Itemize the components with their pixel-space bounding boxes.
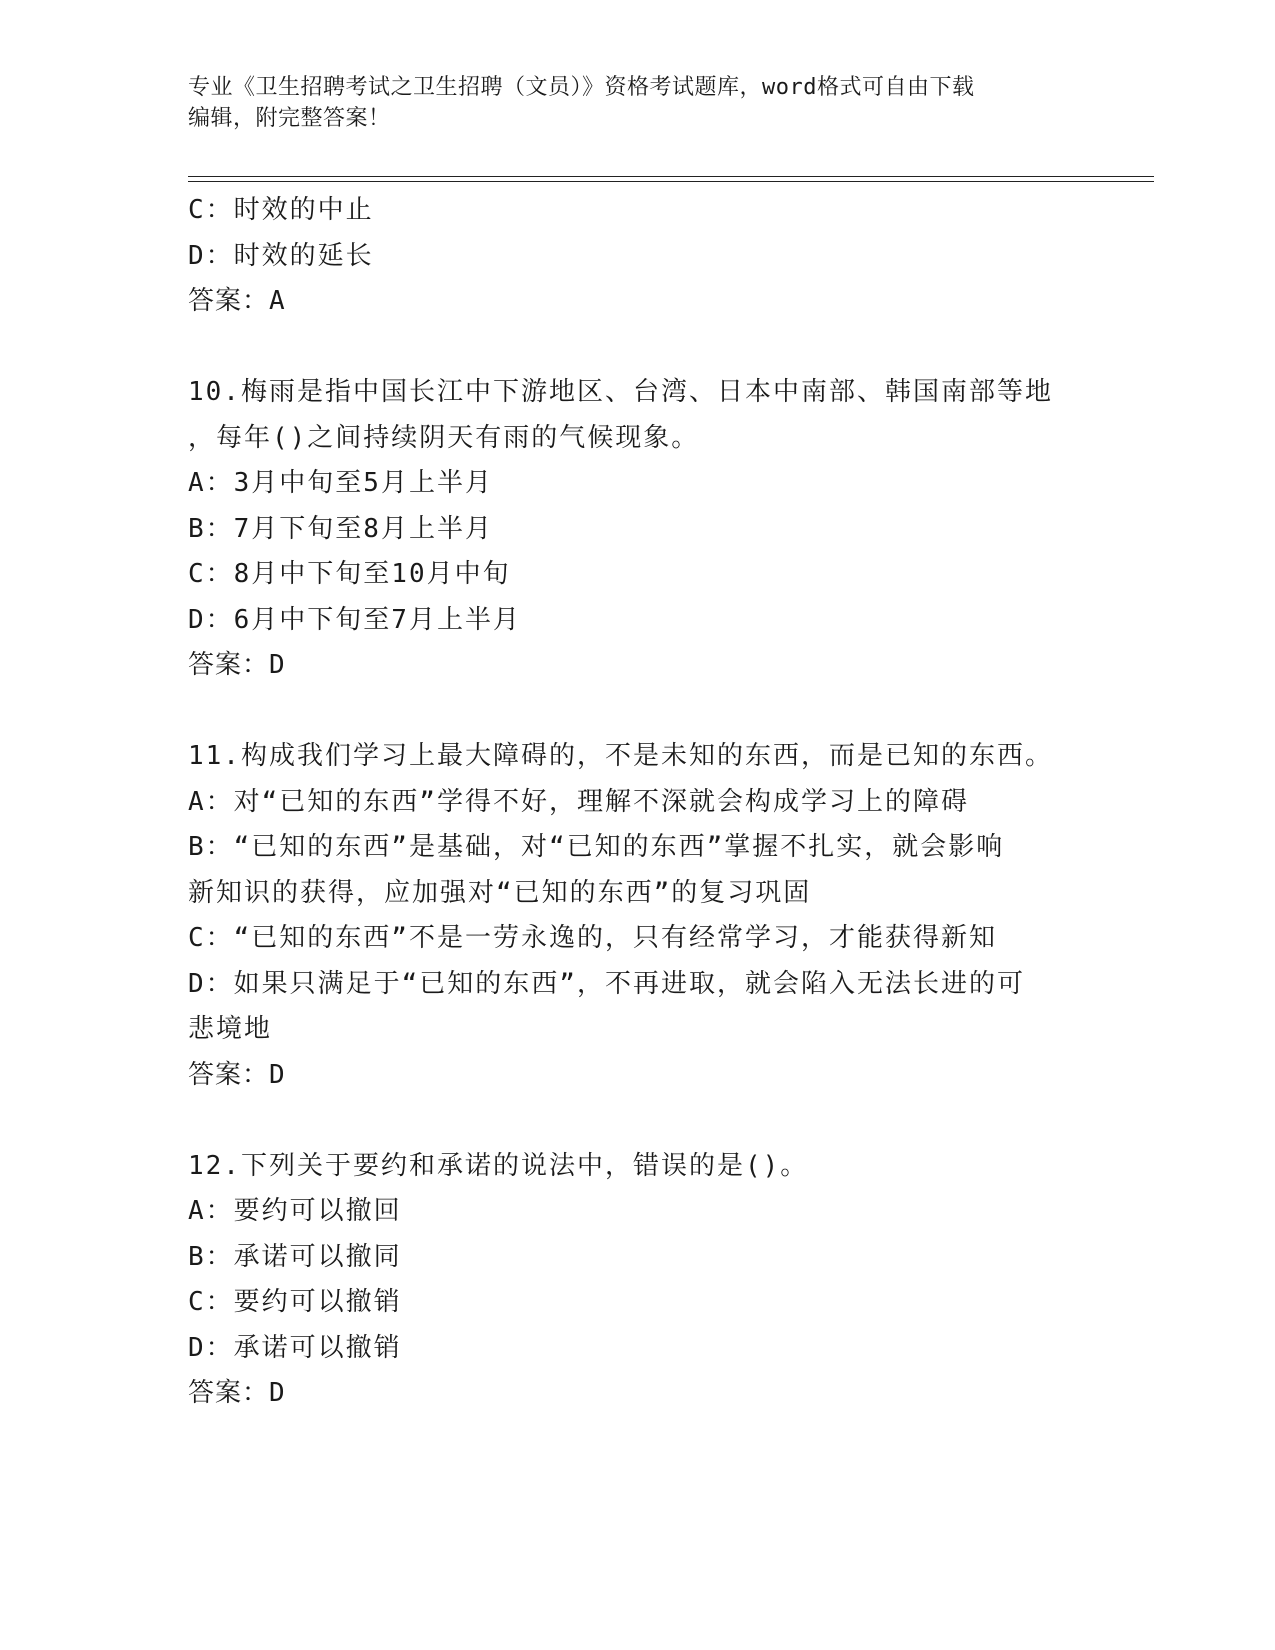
header-divider-bottom	[188, 181, 1154, 182]
question-9-tail	[188, 188, 1088, 325]
question-stem: ，每年()之间持续阴天有雨的气候现象。	[188, 422, 700, 453]
question-10	[188, 370, 1088, 689]
question-stem: 10.梅雨是指中国长江中下游地区、台湾、日本中南部、韩国南部等地	[188, 377, 1053, 407]
spacer	[188, 1098, 1088, 1144]
option-d: D：时效的延长	[188, 240, 374, 271]
option-a: A：3月中旬至5月上半月	[188, 468, 493, 498]
option-d: D：承诺可以撤销	[188, 1332, 402, 1363]
spacer	[188, 689, 1088, 735]
header-divider-top	[188, 176, 1154, 177]
answer: 答案：D	[188, 650, 286, 680]
header-line: 专业《卫生招聘考试之卫生招聘（文员）》资格考试题库，word格式可自由下载	[188, 75, 975, 100]
spacer	[188, 325, 1088, 371]
question-stem: 12.下列关于要约和承诺的说法中，错误的是()。	[188, 1150, 809, 1181]
option-d: D：如果只满足于“已知的东西”，不再进取，就会陷入无法长进的可	[188, 968, 1025, 999]
answer: 答案：A	[188, 286, 286, 316]
option-c: C：时效的中止	[188, 195, 374, 225]
question-11	[188, 734, 1088, 1098]
option-b: B：承诺可以撤同	[188, 1241, 402, 1272]
document-header	[188, 72, 1088, 134]
option-a: A：对“已知的东西”学得不好，理解不深就会构成学习上的障碍	[188, 786, 969, 817]
header-line: 编辑，附完整答案！	[188, 106, 391, 131]
question-stem: 11.构成我们学习上最大障碍的，不是未知的东西，而是已知的东西。	[188, 741, 1053, 771]
option-a: A：要约可以撤回	[188, 1196, 402, 1226]
question-12	[188, 1144, 1088, 1417]
option-d-continued: 悲境地	[188, 1014, 273, 1044]
option-c: C：“已知的东西”不是一劳永逸的，只有经常学习，才能获得新知	[188, 923, 997, 953]
option-c: C：要约可以撤销	[188, 1287, 402, 1317]
option-d: D：6月中下旬至7月上半月	[188, 604, 521, 635]
option-c: C：8月中下旬至10月中旬	[188, 559, 511, 589]
option-b: B：“已知的东西”是基础，对“已知的东西”掌握不扎实，就会影响	[188, 832, 1005, 862]
option-b: B：7月下旬至8月上半月	[188, 513, 493, 544]
answer: 答案：D	[188, 1378, 286, 1408]
question-list	[188, 188, 1088, 1417]
answer: 答案：D	[188, 1059, 286, 1090]
option-b-continued: 新知识的获得，应加强对“已知的东西”的复习巩固	[188, 877, 812, 908]
